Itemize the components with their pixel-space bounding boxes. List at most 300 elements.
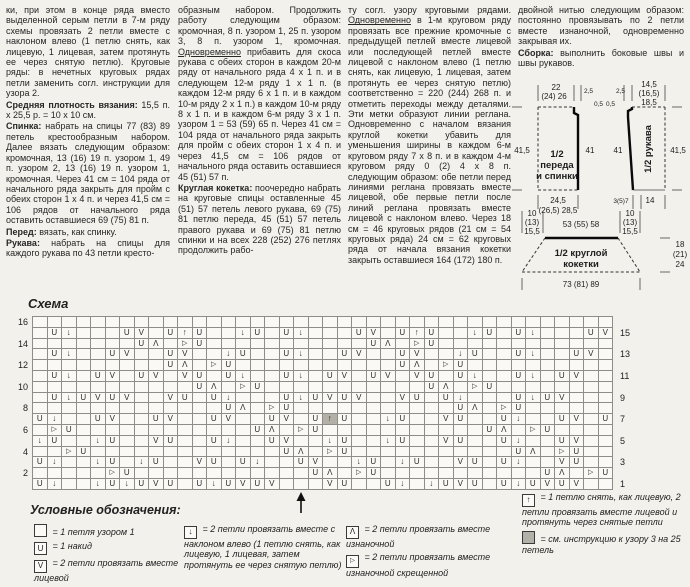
chart-cell-A: Λ xyxy=(149,339,163,349)
chart-cell-empty xyxy=(367,393,381,403)
chart-cell-empty xyxy=(251,317,265,327)
chart-cell-U: U xyxy=(381,479,395,489)
chart-cell-empty xyxy=(526,414,540,424)
measure-label: 14 xyxy=(645,196,655,205)
chart-cell-empty xyxy=(584,339,598,349)
chart-cell-empty xyxy=(526,457,540,467)
chart-cell-empty xyxy=(396,382,410,392)
text-segment: 15,5 п. х 25,5 р. = 10 х 10 см. xyxy=(6,99,170,121)
chart-cell-empty xyxy=(62,436,76,446)
chart-cell-empty xyxy=(541,328,555,338)
chart-cell-U: U xyxy=(425,371,439,381)
chart-cell-empty xyxy=(381,393,395,403)
chart-cell-empty xyxy=(483,447,497,457)
measure-label: 18,5 xyxy=(641,98,657,107)
chart-cell-empty xyxy=(483,403,497,413)
chart-cell-A: Λ xyxy=(294,447,308,457)
chart-cell-empty xyxy=(193,447,207,457)
chart-cell-empty xyxy=(381,382,395,392)
chart-cell-U: U xyxy=(497,414,511,424)
chart-cell-empty xyxy=(555,349,569,359)
chart-cell-empty xyxy=(483,371,497,381)
chart-cell-empty xyxy=(236,447,250,457)
chart-cell-empty xyxy=(149,393,163,403)
chart-cell-empty xyxy=(251,436,265,446)
chart-cell-empty xyxy=(323,339,337,349)
measure-label: (21) xyxy=(672,250,688,259)
chart-cell-empty xyxy=(599,457,613,467)
chart-cell-empty xyxy=(178,414,192,424)
chart-cell-L: ↓ xyxy=(381,414,395,424)
chart-cell-empty xyxy=(77,382,91,392)
chart-cell-empty xyxy=(120,436,134,446)
chart-cell-empty xyxy=(178,468,192,478)
piece-name: кокетки xyxy=(563,259,599,270)
chart-cell-U: U xyxy=(512,403,526,413)
chart-cell-L: ↓ xyxy=(222,393,236,403)
chart-cell-L: ↓ xyxy=(33,436,47,446)
chart-cell-empty xyxy=(468,339,482,349)
chart-cell-L: ↓ xyxy=(62,393,76,403)
measure-label: 15,5 xyxy=(524,227,540,236)
chart-cell-V: V xyxy=(178,349,192,359)
chart-cell-U: U xyxy=(497,457,511,467)
paragraph xyxy=(6,238,170,259)
chart-cell-empty xyxy=(396,447,410,457)
chart-cell-U: U xyxy=(454,360,468,370)
chart-cell-empty xyxy=(381,403,395,413)
chart-cell-L: ↓ xyxy=(323,436,337,446)
chart-cell-empty xyxy=(410,425,424,435)
chart-cell-empty xyxy=(352,425,366,435)
chart-cell-empty xyxy=(526,468,540,478)
chart-cell-L: ↓ xyxy=(222,436,236,446)
chart-cell-empty xyxy=(236,360,250,370)
legend-column-3 xyxy=(346,524,514,582)
instruction-column-2 xyxy=(178,5,341,257)
chart-cell-V: V xyxy=(410,371,424,381)
measure-label: 24,5 xyxy=(550,196,566,205)
chart-cell-empty xyxy=(294,414,308,424)
chart-cell-empty xyxy=(236,436,250,446)
chart-cell-empty xyxy=(265,447,279,457)
chart-cell-empty xyxy=(381,317,395,327)
chart-cell-empty xyxy=(570,403,584,413)
chart-cell-L: ↓ xyxy=(468,328,482,338)
chart-cell-empty xyxy=(193,317,207,327)
chart-cell-empty xyxy=(120,339,134,349)
chart-cell-empty xyxy=(193,436,207,446)
chart-cell-V: V xyxy=(149,436,163,446)
chart-cell-empty xyxy=(541,339,555,349)
chart-cell-U: U xyxy=(135,371,149,381)
chart-cell-U: U xyxy=(425,339,439,349)
chart-cell-V: V xyxy=(570,371,584,381)
chart-cell-empty xyxy=(526,436,540,446)
chart-cell-empty xyxy=(222,328,236,338)
chart-cell-U: U xyxy=(541,393,555,403)
chart-cell-empty xyxy=(309,382,323,392)
measure-label: 24 xyxy=(675,260,685,269)
chart-row-number: 3 xyxy=(620,457,626,468)
chart-cell-empty xyxy=(439,371,453,381)
chart-cell-L: ↓ xyxy=(91,457,105,467)
chart-cell-empty xyxy=(439,468,453,478)
chart-cell-empty xyxy=(352,317,366,327)
chart-cell-empty xyxy=(48,317,62,327)
measure-label: 41 xyxy=(585,146,595,155)
chart-cell-empty xyxy=(338,317,352,327)
chart-cell-empty xyxy=(323,425,337,435)
chart-cell-U: U xyxy=(77,393,91,403)
chart-row-number: 9 xyxy=(620,392,626,403)
chart-cell-empty xyxy=(338,425,352,435)
chart-cell-empty xyxy=(541,382,555,392)
chart-cell-empty xyxy=(236,317,250,327)
chart-cell-L: ↓ xyxy=(526,371,540,381)
instruction-column-3 xyxy=(348,5,511,266)
chart-cell-empty xyxy=(309,403,323,413)
chart-cell-V: V xyxy=(352,349,366,359)
chart-cell-empty xyxy=(338,457,352,467)
chart-row-number: 4 xyxy=(22,446,28,457)
chart-cell-L: ↓ xyxy=(396,457,410,467)
chart-cell-U: U xyxy=(222,403,236,413)
chart-cell-U: U xyxy=(193,479,207,489)
chart-cell-empty xyxy=(323,457,337,467)
chart-cell-U: U xyxy=(439,479,453,489)
chart-cell-empty xyxy=(106,339,120,349)
chart-cell-empty xyxy=(265,317,279,327)
chart-cell-U: U xyxy=(120,328,134,338)
chart-cell-empty xyxy=(294,317,308,327)
chart-cell-U: U xyxy=(222,360,236,370)
chart-cell-U: U xyxy=(396,360,410,370)
chart-cell-empty xyxy=(164,403,178,413)
chart-cell-T: ▷ xyxy=(410,339,424,349)
chart-row-number: 14 xyxy=(17,338,28,349)
paragraph xyxy=(348,5,511,265)
chart-cell-empty xyxy=(236,339,250,349)
chart-cell-empty xyxy=(120,457,134,467)
chart-cell-empty xyxy=(367,349,381,359)
chart-cell-U: U xyxy=(135,479,149,489)
chart-cell-empty xyxy=(497,393,511,403)
paragraph xyxy=(178,183,341,256)
chart-cell-U: U xyxy=(454,371,468,381)
chart-cell-empty xyxy=(251,360,265,370)
chart-cell-empty xyxy=(338,360,352,370)
chart-cell-V: V xyxy=(280,414,294,424)
chart-cell-empty xyxy=(193,403,207,413)
chart-cell-empty xyxy=(62,479,76,489)
chart-cell-V: V xyxy=(555,393,569,403)
chart-cell-U: U xyxy=(91,414,105,424)
chart-cell-V: V xyxy=(164,393,178,403)
chart-cell-empty xyxy=(106,317,120,327)
chart-cell-empty xyxy=(91,349,105,359)
chart-cell-empty xyxy=(120,360,134,370)
chart-cell-empty xyxy=(149,425,163,435)
chart-cell-U: U xyxy=(91,371,105,381)
chart-cell-empty xyxy=(526,382,540,392)
chart-cell-empty xyxy=(251,447,265,457)
chart-cell-U: U xyxy=(352,328,366,338)
chart-cell-empty xyxy=(584,382,598,392)
legend-symbol-V-icon: V xyxy=(34,560,47,573)
chart-cell-T: ▷ xyxy=(439,360,453,370)
paragraph xyxy=(6,5,170,99)
chart-cell-empty xyxy=(352,360,366,370)
chart-cell-empty xyxy=(541,457,555,467)
chart-cell-empty xyxy=(280,382,294,392)
chart-cell-V: V xyxy=(222,414,236,424)
chart-cell-U: U xyxy=(193,328,207,338)
chart-cell-U: U xyxy=(33,414,47,424)
chart-cell-empty xyxy=(367,360,381,370)
chart-cell-empty xyxy=(222,317,236,327)
chart-cell-empty xyxy=(294,436,308,446)
chart-cell-empty xyxy=(584,447,598,457)
chart-cell-empty xyxy=(178,457,192,467)
chart-cell-L: ↓ xyxy=(468,371,482,381)
chart-cell-U: U xyxy=(164,328,178,338)
chart-cell-U: U xyxy=(396,328,410,338)
chart-cell-empty xyxy=(497,328,511,338)
chart-cell-empty xyxy=(352,479,366,489)
chart-cell-empty xyxy=(454,339,468,349)
chart-cell-L: ↓ xyxy=(381,436,395,446)
legend-symbol-empty-icon xyxy=(34,524,47,537)
chart-cell-empty xyxy=(251,403,265,413)
chart-cell-empty xyxy=(454,425,468,435)
chart-cell-T: ▷ xyxy=(323,447,337,457)
chart-cell-V: V xyxy=(555,457,569,467)
chart-cell-U: U xyxy=(497,479,511,489)
instruction-column-4 xyxy=(518,5,684,69)
chart-cell-empty xyxy=(454,382,468,392)
chart-cell-empty xyxy=(120,414,134,424)
chart-cell-empty xyxy=(584,436,598,446)
chart-cell-empty xyxy=(33,393,47,403)
chart-cell-T: ▷ xyxy=(178,339,192,349)
chart-cell-U: U xyxy=(309,425,323,435)
chart-cell-empty xyxy=(570,382,584,392)
chart-cell-empty xyxy=(222,468,236,478)
chart-cell-empty xyxy=(439,317,453,327)
chart-cell-empty xyxy=(425,457,439,467)
chart-cell-empty xyxy=(33,403,47,413)
chart-cell-U: U xyxy=(541,425,555,435)
chart-cell-L: ↓ xyxy=(352,457,366,467)
chart-cell-empty xyxy=(352,403,366,413)
chart-cell-U: U xyxy=(309,393,323,403)
chart-cell-A: Λ xyxy=(526,447,540,457)
chart-cell-U: U xyxy=(323,371,337,381)
chart-grid xyxy=(32,316,613,490)
chart-cell-V: V xyxy=(454,479,468,489)
chart-cell-empty xyxy=(294,468,308,478)
chart-cell-L: ↓ xyxy=(512,457,526,467)
legend-text: = 1 петлю снять, как лицевую, 2 петли провязать вместе лицевой и протянуть через снятые петли xyxy=(522,492,681,528)
chart-cell-empty xyxy=(497,339,511,349)
chart-cell-V: V xyxy=(323,393,337,403)
chart-cell-U: U xyxy=(106,349,120,359)
chart-cell-empty xyxy=(251,339,265,349)
chart-cell-empty xyxy=(77,414,91,424)
chart-cell-U: U xyxy=(33,479,47,489)
chart-cell-L: ↓ xyxy=(62,371,76,381)
chart-cell-empty xyxy=(265,393,279,403)
text-segment: ки, при этом в конце ряда вместо выделенной серым петли в 7-м ряду схемы провязать 2 петли вместе с наклоном влево (1 петлю снять, как лицевую, 1 лицевая, затем протянуть ее через снятую петлю). Круговые ряды: в нечетных круговых рядах петли заменить согл. инструкции для узора 2. xyxy=(6,5,170,99)
measure-label: (24) 26 xyxy=(541,92,567,101)
chart-cell-U: U xyxy=(512,393,526,403)
chart-cell-empty xyxy=(512,317,526,327)
chart-cell-empty xyxy=(193,414,207,424)
chart-cell-empty xyxy=(149,360,163,370)
chart-cell-empty xyxy=(454,328,468,338)
chart-row-number: 16 xyxy=(17,317,28,327)
chart-cell-V: V xyxy=(367,328,381,338)
chart-cell-empty xyxy=(193,468,207,478)
legend-symbol-U-icon: U xyxy=(34,542,47,555)
chart-cell-empty xyxy=(323,317,337,327)
chart-cell-empty xyxy=(338,328,352,338)
chart-cell-L: ↓ xyxy=(236,371,250,381)
chart-cell-L: ↓ xyxy=(48,479,62,489)
chart-cell-empty xyxy=(352,414,366,424)
chart-cell-empty xyxy=(454,468,468,478)
paragraph xyxy=(6,100,170,121)
text-segment: Средняя плотность вязания: xyxy=(6,99,138,110)
chart-cell-empty xyxy=(468,360,482,370)
chart-cell-empty xyxy=(193,360,207,370)
chart-cell-U: U xyxy=(265,436,279,446)
chart-cell-empty xyxy=(62,468,76,478)
chart-cell-empty xyxy=(207,403,221,413)
chart-cell-empty xyxy=(439,339,453,349)
chart-cell-empty xyxy=(497,317,511,327)
chart-cell-empty xyxy=(178,317,192,327)
chart-cell-U: U xyxy=(396,436,410,446)
chart-cell-U: U xyxy=(106,479,120,489)
chart-cell-empty xyxy=(468,317,482,327)
chart-row-number: 7 xyxy=(620,414,626,425)
chart-cell-empty xyxy=(483,393,497,403)
chart-cell-empty xyxy=(33,425,47,435)
chart-cell-empty xyxy=(48,382,62,392)
chart-cell-empty xyxy=(367,447,381,457)
chart-cell-empty xyxy=(294,360,308,370)
chart-cell-empty xyxy=(381,447,395,457)
measure-label: 22 xyxy=(551,83,561,92)
chart-cell-U: U xyxy=(526,479,540,489)
chart-cell-empty xyxy=(555,360,569,370)
chart-cell-empty xyxy=(570,393,584,403)
chart-cell-empty xyxy=(236,425,250,435)
chart-cell-empty xyxy=(483,349,497,359)
chart-cell-U: U xyxy=(251,382,265,392)
legend-text: = 2 петли провязать вместе изнаночной xyxy=(346,524,491,549)
chart-cell-L: ↓ xyxy=(62,328,76,338)
chart-cell-empty xyxy=(33,349,47,359)
chart-cell-empty xyxy=(599,447,613,457)
chart-cell-empty xyxy=(483,436,497,446)
chart-cell-empty xyxy=(280,425,294,435)
chart-cell-U: U xyxy=(338,479,352,489)
chart-cell-U: U xyxy=(222,371,236,381)
chart-cell-empty xyxy=(512,425,526,435)
chart-cell-L: ↓ xyxy=(91,436,105,446)
chart-cell-L: ↓ xyxy=(294,349,308,359)
chart-cell-U: U xyxy=(512,371,526,381)
chart-cell-empty xyxy=(178,436,192,446)
chart-cell-U: U xyxy=(454,436,468,446)
chart-cell-A: Λ xyxy=(323,468,337,478)
chart-cell-A: Λ xyxy=(265,425,279,435)
chart-cell-empty xyxy=(526,360,540,370)
piece-name: 1/2 xyxy=(550,149,564,160)
chart-cell-V: V xyxy=(106,371,120,381)
chart-cell-empty xyxy=(599,371,613,381)
chart-cell-empty xyxy=(251,393,265,403)
chart-cell-empty xyxy=(309,349,323,359)
chart-cell-U: U xyxy=(164,479,178,489)
chart-cell-empty xyxy=(91,468,105,478)
chart-cell-empty xyxy=(120,371,134,381)
legend-symbol-gray-icon xyxy=(522,531,535,544)
chart-row-number: 10 xyxy=(17,381,28,392)
chart-cell-empty xyxy=(265,457,279,467)
chart-cell-V: V xyxy=(584,349,598,359)
chart-cell-U: U xyxy=(468,479,482,489)
chart-cell-empty xyxy=(48,360,62,370)
chart-cell-U: U xyxy=(338,414,352,424)
chart-cell-empty xyxy=(526,403,540,413)
text-segment: Перед: xyxy=(6,226,37,237)
chart-cell-empty xyxy=(77,403,91,413)
chart-cell-empty xyxy=(62,339,76,349)
chart-cell-empty xyxy=(555,403,569,413)
chart-cell-empty xyxy=(91,382,105,392)
chart-cell-V: V xyxy=(149,371,163,381)
chart-cell-V: V xyxy=(323,479,337,489)
chart-cell-empty xyxy=(178,447,192,457)
chart-cell-empty xyxy=(280,468,294,478)
chart-row-number: 15 xyxy=(620,327,631,338)
chart-cell-empty xyxy=(120,447,134,457)
chart-cell-U: U xyxy=(280,447,294,457)
measure-label: 3(5)7 xyxy=(613,198,629,205)
chart-cell-U: U xyxy=(164,436,178,446)
chart-cell-V: V xyxy=(541,479,555,489)
chart-cell-empty xyxy=(91,339,105,349)
chart-cell-L: ↓ xyxy=(48,457,62,467)
chart-cell-empty xyxy=(265,360,279,370)
chart-cell-U: U xyxy=(483,425,497,435)
text-segment: поочередно набрать на круговые спицы оставленные 45 (51) 57 петель левого рукава, 69 (75) 81 петлю переда, 45 (51) 57 петель правого рукава и 69 (75) 81 петлю спинки и на всех 228 (252) 276 петлях продолжить рабо- xyxy=(178,182,341,256)
chart-cell-U: U xyxy=(48,349,62,359)
chart-cell-empty xyxy=(106,403,120,413)
chart-cell-empty xyxy=(48,403,62,413)
chart-cell-empty xyxy=(135,447,149,457)
chart-cell-L: ↓ xyxy=(294,393,308,403)
chart-cell-empty xyxy=(338,403,352,413)
chart-cell-U: U xyxy=(62,425,76,435)
legend-symbol-S-icon: ↑ xyxy=(522,494,535,507)
legend-text: = 1 петля узором 1 xyxy=(50,527,135,537)
chart-cell-empty xyxy=(439,403,453,413)
